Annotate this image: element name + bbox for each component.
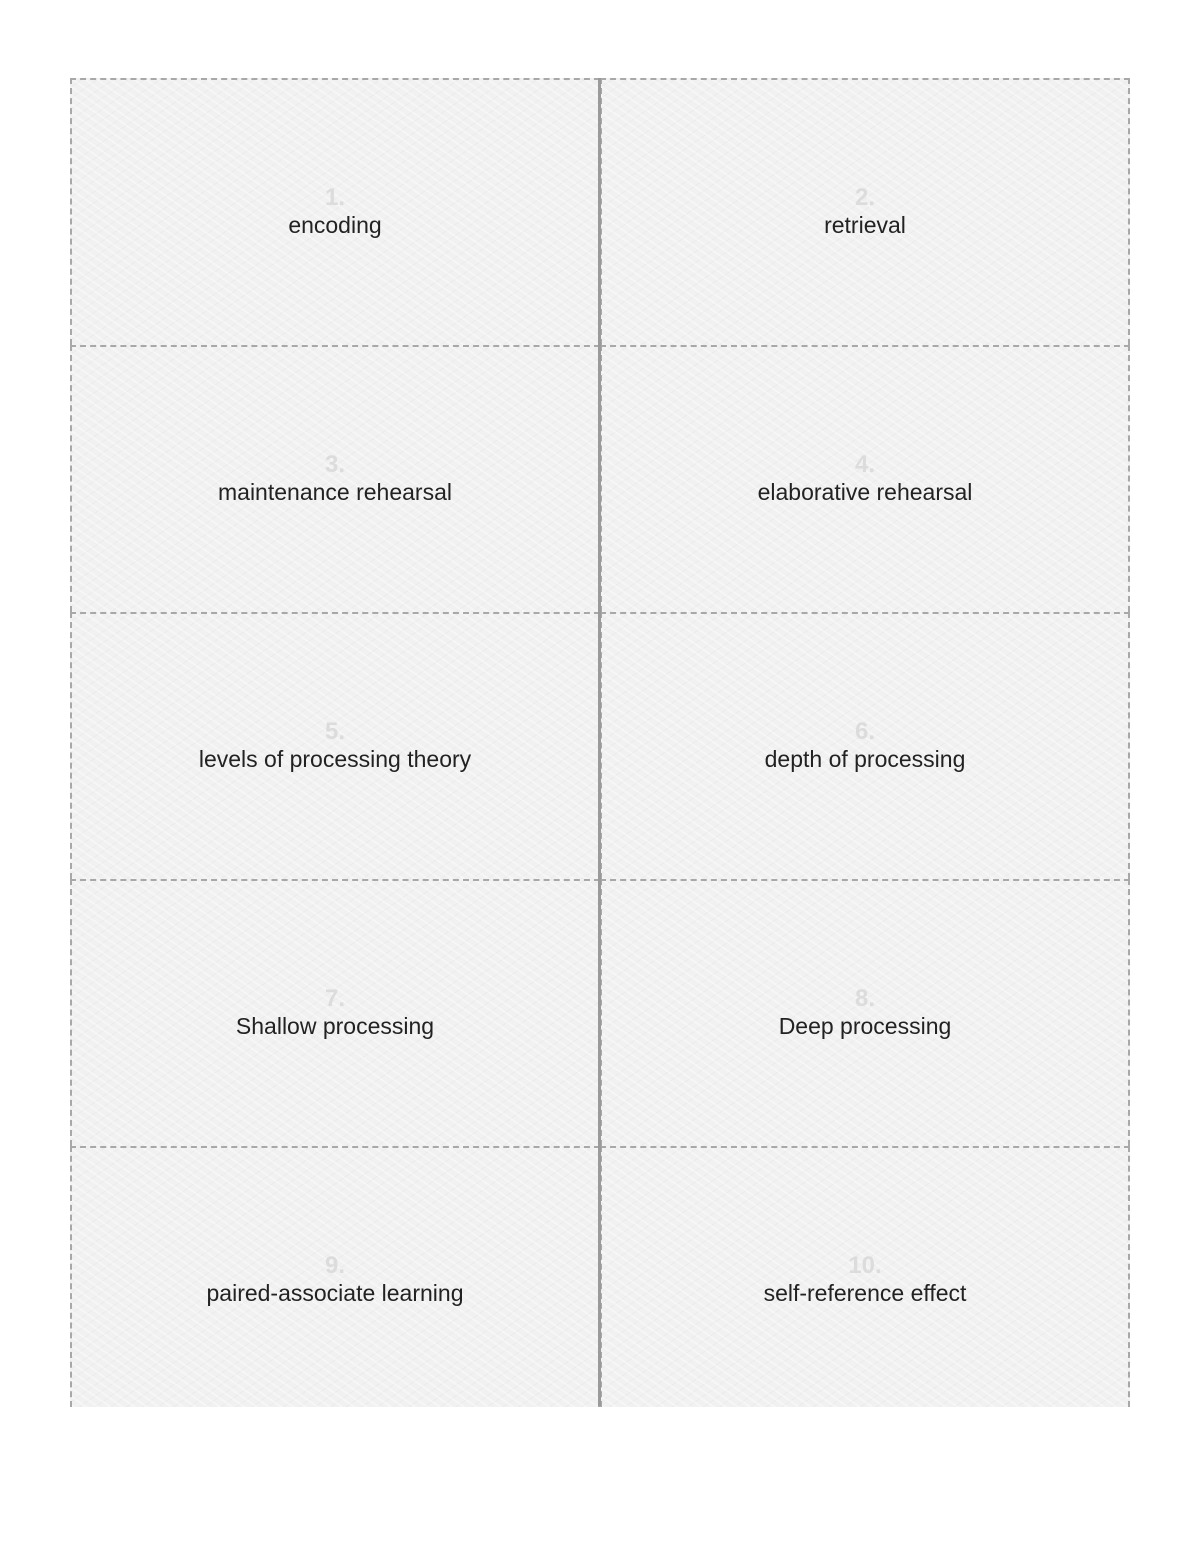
flashcard-9 [70,1146,600,1407]
card-term: paired-associate learning [206,1280,464,1306]
card-number: 9. [324,1252,345,1279]
card-term: self-reference effect [763,1280,967,1306]
flashcard-8 [600,879,1130,1146]
card-number: 5. [324,718,345,745]
card-term: encoding [288,212,382,238]
card-number: 2. [854,184,875,211]
card-term: elaborative rehearsal [757,479,973,505]
card-term: levels of processing theory [198,746,472,772]
center-divider [598,78,601,1406]
flashcard-6 [600,612,1130,879]
flashcard-4 [600,345,1130,612]
card-number: 10. [848,1252,882,1279]
card-term: maintenance rehearsal [218,479,452,505]
card-number: 8. [854,985,875,1012]
flashcard-1 [70,78,600,345]
card-term: Shallow processing [235,1013,435,1039]
card-number: 7. [324,985,345,1012]
card-term: Deep processing [778,1013,952,1039]
card-term: retrieval [824,212,906,238]
flashcard-sheet [70,78,1130,1406]
card-number: 3. [324,451,345,478]
card-number: 6. [854,718,875,745]
flashcard-3 [70,345,600,612]
flashcard-2 [600,78,1130,345]
card-term: depth of processing [764,746,966,772]
card-number: 4. [854,451,875,478]
flashcard-7 [70,879,600,1146]
flashcard-5 [70,612,600,879]
flashcard-10 [600,1146,1130,1407]
card-number: 1. [324,184,345,211]
